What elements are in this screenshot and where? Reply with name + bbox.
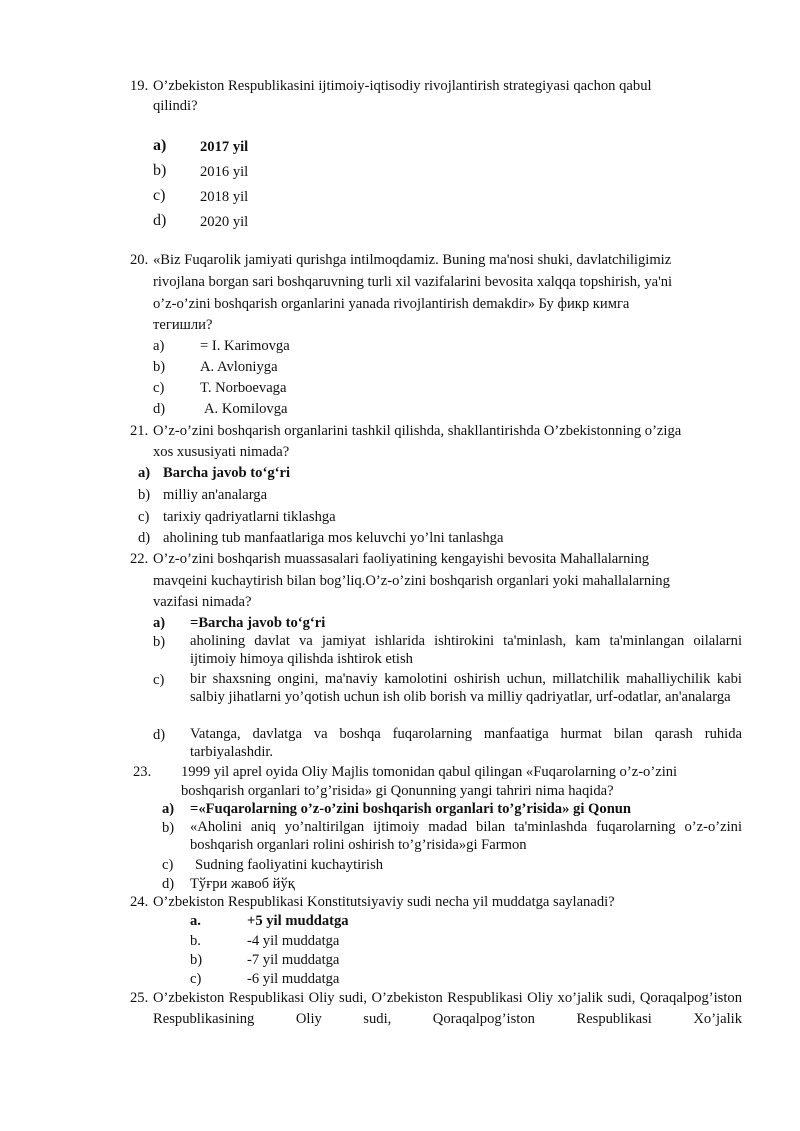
q19-option-d-letter: d) [153,212,167,229]
q23-option-a-text: =«Fuqarolarning o’z-o’zini boshqarish organlari to’g’risida» gi Qonun [190,801,632,817]
q24-option-b-letter: b. [190,933,201,949]
q20-option-a-text: = I. Karimovga [200,338,290,354]
q19-option-b-letter: b) [153,162,167,179]
q20-option-a-letter: a) [153,338,165,354]
q23-option-c-letter: c) [162,857,174,873]
q23-option-c-text: Sudning faoliyatini kuchaytirish [195,857,384,873]
q23-question-line1: 1999 yil aprel oyida Oliy Majlis tomonidan qabul qilingan «Fuqarolarning o’z-o’zini [181,764,678,780]
q21-option-d-letter: d) [138,530,151,546]
q19-question-line1: O’zbekiston Respublikasini ijtimoiy-iqtisodiy rivojlantirish strategiyasi qachon qabul [153,78,652,94]
q19-question-line2: qilindi? [153,98,198,114]
q20-option-c-letter: c) [153,380,165,396]
q22-option-b-text: aholining davlat va jamiyat ishlarida ishtirokini ta'minlash, kam ta'minlangan oilalarni ijtimoiy himoya qilishda ishtirok etish [190,633,742,667]
q22-option-c-text: bir shaxsning ongini, ma'naviy kamolotini oshirish uchun, millatchilik mahalliychilik kabi salbiy jihatlarni yo’qotish uchun ish olib borish va milliy qadriyatlar, urf-odatlar, an'analarga [190,671,742,705]
q19-option-a-letter: a) [153,137,167,154]
q23-option-d-letter: d) [162,876,175,892]
q24-option-a-letter: a. [190,913,201,929]
q20-question-line1: «Biz Fuqarolik jamiyati qurishga intilmoqdamiz. Buning ma'nosi shuki, davlatchiligimiz [153,252,672,268]
q22-option-d-text: Vatanga, davlatga va boshqa fuqarolarning manfaatiga hurmat bilan qarash ruhida tarbiyalashdir. [190,726,742,760]
q24-option-d-letter: c) [190,971,202,987]
q22-question-line1: O’z-o’zini boshqarish muassasalari faoliyatining kengayishi bevosita Mahallalarning [153,551,650,567]
q24-option-c-text: -7 yil muddatga [247,952,340,968]
q22-question-line2: mavqeini kuchaytirish bilan bog’liq.O’z-o’zini boshqarish organlari yoki mahallalarning [153,573,670,589]
q21-option-d-text: aholining tub manfaatlariga mos keluvchi yo’lni tanlashga [163,530,504,546]
q23-option-a-letter: a) [162,801,175,817]
q22-option-c-letter: c) [153,672,165,688]
q25-question: O’zbekiston Respublikasi Oliy sudi, O’zbekiston Respublikasi Oliy xo’jalik sudi, Qoraqalpog’iston Respublikasining Oliy sudi, Qoraqalpog’iston Respublikasi Xo’jalik [153,990,742,1027]
q22-option-d-letter: d) [153,727,166,743]
q20-number: 20. [130,252,149,268]
q25-number: 25. [130,990,149,1006]
q20-option-b-text: A. Avloniyga [200,359,278,375]
q22-option-a-text: =Barcha javob to‘g‘ri [190,615,326,631]
q23-option-b-text: «Aholini aniq yo’naltirilgan ijtimoiy madad bilan ta'minlashda fuqarolarning o’z-o’zini boshqarish organlari rolini oshirish to’g’risida»gi Farmon [190,819,742,853]
q19-option-b-text: 2016 yil [200,164,249,180]
q24-question: O’zbekiston Respublikasi Konstitutsiyaviy sudi necha yil muddatga saylanadi? [153,894,615,910]
q20-option-b-letter: b) [153,359,166,375]
q21-option-c-text: tarixiy qadriyatlarni tiklashga [163,509,336,525]
q24-option-a-text: +5 yil muddatga [247,913,349,929]
q22-option-b-letter: b) [153,634,166,650]
q19-option-d-text: 2020 yil [200,214,249,230]
q20-option-c-text: T. Norboevaga [200,380,287,396]
q20-option-d-letter: d) [153,401,166,417]
q22-question-line3: vazifasi nimada? [153,594,252,610]
q21-option-a-text: Barcha javob to‘g‘ri [163,465,291,481]
q19-option-c-text: 2018 yil [200,189,249,205]
q21-option-a-letter: a) [138,465,151,481]
q23-question-line2: boshqarish organlari to’g’risida» gi Qonunning yangi tahriri nima haqida? [181,783,614,799]
q21-option-b-letter: b) [138,487,151,503]
q24-number: 24. [130,894,149,910]
q22-number: 22. [130,551,149,567]
q20-question-line2: rivojlana borgan sari boshqaruvning turli xil vazifalarini bevosita xalqqa topshirish, ya'ni [153,274,673,290]
q21-number: 21. [130,423,149,439]
q21-option-c-letter: c) [138,509,150,525]
q24-option-b-text: -4 yil muddatga [247,933,340,949]
q23-option-b-letter: b) [162,820,175,836]
q21-option-b-text: milliy an'analarga [163,487,268,503]
q23-option-d-text: Тўғри жавоб йўқ [190,876,295,892]
q24-option-d-text: -6 yil muddatga [247,971,340,987]
q19-option-a-text: 2017 yil [200,139,249,155]
q19-option-c-letter: c) [153,187,166,204]
q20-question-line3: o’z-o’zini boshqarish organlarini yanada rivojlantirish demakdir» Бу фикр кимга [153,296,630,312]
q20-option-d-text: A. Komilovga [204,401,288,417]
q21-question-line2: xos xususiyati nimada? [153,444,290,460]
q24-option-c-letter: b) [190,952,203,968]
q23-number: 23. [133,764,152,780]
q22-option-a-letter: a) [153,615,166,631]
q21-question-line1: O’z-o’zini boshqarish organlarini tashkil qilishda, shakllantirishda O’zbekistonning o’ziga [153,423,682,439]
q19-number: 19. [130,78,149,94]
q20-question-line4: тегишли? [153,317,213,333]
